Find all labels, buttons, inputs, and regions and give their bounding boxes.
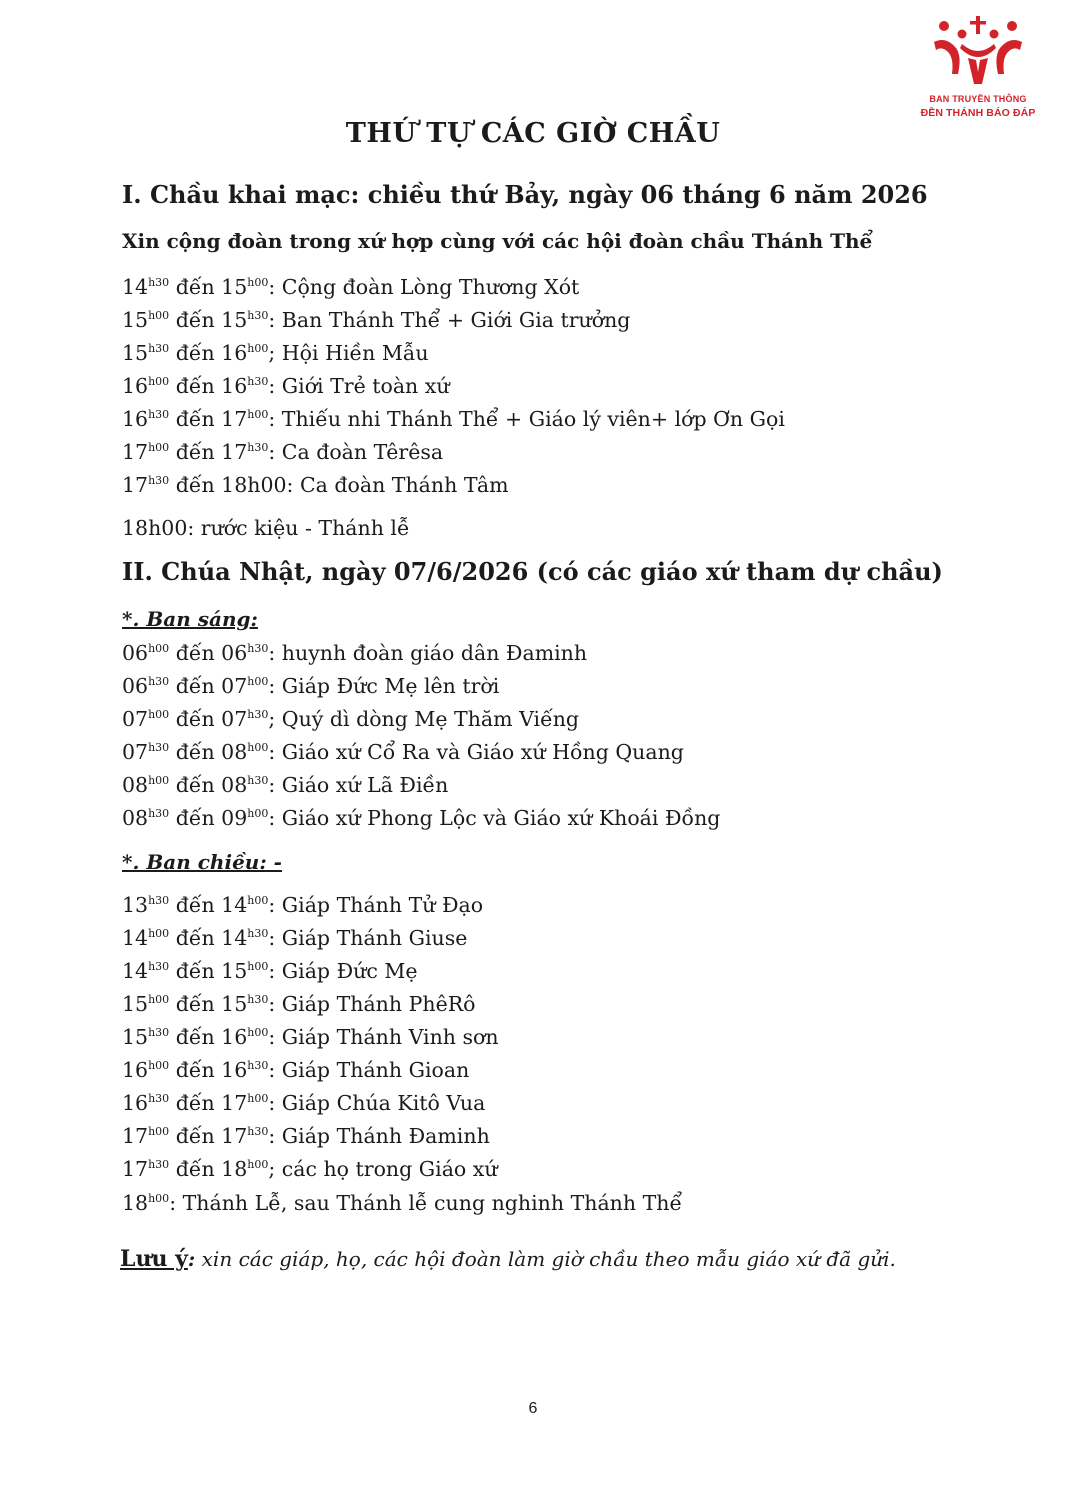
start-minute: h00 [148,927,170,940]
start-hour: 08 [122,806,149,830]
start-minute: h30 [148,675,170,688]
section1-row [122,305,630,335]
end-minute: h00 [247,807,269,820]
start-hour: 08 [122,773,149,797]
start-minute: h30 [148,894,170,907]
end-hour: 16 [221,374,248,398]
row-text: : Giáp Thánh Đaminh [268,1124,490,1148]
end-minute: h30 [247,1059,269,1072]
end-minute: h30 [247,708,269,721]
section1-row [122,338,429,368]
end-minute: h30 [247,1125,269,1138]
end-hour: 15 [221,275,248,299]
separator: đến [169,641,222,665]
separator: đến [169,1157,222,1181]
row-text: : Giáp Thánh PhêRô [268,992,476,1016]
page-number: 6 [528,1400,538,1417]
start-minute: h30 [148,960,170,973]
note-colon: : [187,1247,196,1271]
start-hour: 15 [122,341,149,365]
start-minute: h00 [148,309,170,322]
section1-closing: 18h00: rước kiệu - Thánh lễ [122,516,410,540]
start-hour: 15 [122,1025,149,1049]
afternoon-row [122,890,483,920]
row-text: : Ca đoàn Thánh Tâm [286,473,509,497]
afternoon-row [122,956,417,986]
separator: đến [169,1124,222,1148]
end-minute: h00 [247,894,269,907]
end-hour: 17 [221,1091,248,1115]
row-text: : Giáp Thánh Gioan [268,1058,470,1082]
start-hour: 14 [122,959,149,983]
row-text: : Giáo xứ Phong Lộc và Giáo xứ Khoái Đồng [268,806,721,830]
section2-heading: II. Chúa Nhật, ngày 07/6/2026 (có các giáo xứ tham dự chầu) [122,557,943,586]
row-text: ; các họ trong Giáo xứ [268,1157,498,1181]
end-minute: h30 [247,993,269,1006]
afternoon-row [122,1088,485,1118]
start-minute: h00 [148,441,170,454]
start-minute: h30 [148,1092,170,1105]
morning-row [122,770,448,800]
morning-row [122,671,499,701]
note-text: xin các giáp, họ, các hội đoàn làm giờ chầu theo mẫu giáo xứ đã gửi. [195,1247,896,1271]
start-minute: h30 [148,474,170,487]
start-hour: 16 [122,374,149,398]
start-hour: 18 [122,1191,149,1215]
separator: đến [169,959,222,983]
start-hour: 15 [122,992,149,1016]
row-text: : Thiếu nhi Thánh Thể + Giáo lý viên+ lớp Ơn Gọi [268,407,785,431]
logo-line2: ĐỀN THÁNH BÁO ĐÁP [920,107,1036,119]
separator: đến [169,806,222,830]
start-minute: h30 [148,342,170,355]
end-hour: 08 [221,740,248,764]
end-minute: h00 [247,342,269,355]
start-minute: h00 [148,993,170,1006]
separator: đến [169,1058,222,1082]
row-text: : Giáp Đức Mẹ lên trời [268,674,500,698]
morning-row [122,803,720,833]
row-text: : huynh đoàn giáo dân Đaminh [268,641,588,665]
start-hour: 07 [122,740,149,764]
end-hour: 14 [221,926,248,950]
separator: đến [169,992,222,1016]
afternoon-row [122,1121,490,1151]
section1-row [122,371,450,401]
end-hour: 16 [221,341,248,365]
morning-row [122,737,684,767]
end-minute: h00 [247,960,269,973]
row-text: : Giáp Thánh Vinh sơn [268,1025,499,1049]
separator: đến [169,1025,222,1049]
afternoon-row [122,1154,498,1184]
start-minute: h30 [148,1158,170,1171]
afternoon-row [122,989,476,1019]
end-minute: h00 [247,408,269,421]
end-minute: h00 [247,1026,269,1039]
start-hour: 17 [122,473,149,497]
end-hour: 08 [221,773,248,797]
end-hour: 15 [221,992,248,1016]
start-minute: h30 [148,408,170,421]
page-title: THỨ TỰ CÁC GIỜ CHẦU [345,118,721,149]
start-hour: 16 [122,1058,149,1082]
end-hour: 07 [221,674,248,698]
end-minute: h00 [247,276,269,289]
start-hour: 06 [122,641,149,665]
start-minute: h30 [148,741,170,754]
row-text: ; Hội Hiền Mẫu [268,341,429,365]
start-hour: 06 [122,674,149,698]
start-hour: 14 [122,275,149,299]
row-text: : Giới Trẻ toàn xứ [268,374,450,398]
end-minute: h30 [247,642,269,655]
row-text: : Giáp Chúa Kitô Vua [268,1091,486,1115]
start-minute: h00 [148,642,170,655]
start-hour: 17 [122,1124,149,1148]
logo [918,14,1038,119]
start-hour: 17 [122,440,149,464]
row-text: ; Quý dì dòng Mẹ Thăm Viếng [268,707,580,731]
end-hour: 16 [221,1058,248,1082]
end-hour: 15 [221,308,248,332]
section1-subheading: Xin cộng đoàn trong xứ hợp cùng với các hội đoàn chầu Thánh Thể [122,229,873,253]
end-minute: h30 [247,927,269,940]
start-minute: h30 [148,1026,170,1039]
morning-row [122,638,587,668]
start-minute: h00 [148,1059,170,1072]
separator: đến [169,374,222,398]
start-minute: h00 [148,708,170,721]
separator: đến [169,473,222,497]
separator: đến [169,773,222,797]
row-text: : Giáp Thánh Giuse [268,926,468,950]
end-hour: 17 [221,1124,248,1148]
separator: đến [169,893,222,917]
start-minute: h00 [148,375,170,388]
end-minute: h30 [247,441,269,454]
row-text: : Cộng đoàn Lòng Thương Xót [268,275,580,299]
end-minute: h00 [247,675,269,688]
end-hour: 17 [221,407,248,431]
afternoon-row [122,1055,469,1085]
row-text: : Thánh Lễ, sau Thánh lễ cung nghinh Thánh Thể [169,1191,683,1215]
separator: đến [169,740,222,764]
start-minute: h00 [148,1125,170,1138]
end-minute: h30 [247,309,269,322]
section1-row [122,470,509,500]
end-minute: h00 [247,741,269,754]
start-hour: 13 [122,893,149,917]
section1-row [122,272,579,302]
start-hour: 15 [122,308,149,332]
start-minute: h00 [148,774,170,787]
separator: đến [169,275,222,299]
separator: đến [169,341,222,365]
end-hour: 16 [221,1025,248,1049]
end-hour: 17 [221,440,248,464]
section1-row [122,404,785,434]
end-minute: h30 [247,774,269,787]
separator: đến [169,308,222,332]
logo-emblem-icon [932,14,1024,92]
separator: đến [169,440,222,464]
afternoon-row [122,923,467,953]
start-hour: 14 [122,926,149,950]
start-minute: h30 [148,276,170,289]
row-text: : Ban Thánh Thể + Giới Gia trưởng [268,308,631,332]
end-minute: h30 [247,375,269,388]
end-hour: 09 [221,806,248,830]
start-minute: h00 [148,1192,170,1205]
start-hour: 07 [122,707,149,731]
start-hour: 16 [122,1091,149,1115]
morning-label: *. Ban sáng: [122,607,258,631]
afternoon-row [122,1022,499,1052]
start-minute: h30 [148,807,170,820]
row-text: : Giáp Đức Mẹ [268,959,418,983]
note [120,1246,896,1272]
separator: đến [169,407,222,431]
logo-line1: BAN TRUYỀN THÔNG [929,94,1027,104]
section1-heading: I. Chầu khai mạc: chiều thứ Bảy, ngày 06 tháng 6 năm 2026 [122,180,928,209]
end-hour: 14 [221,893,248,917]
separator: đến [169,1091,222,1115]
end-hour: 07 [221,707,248,731]
separator: đến [169,926,222,950]
row-text: : Ca đoàn Têrêsa [268,440,444,464]
final-row [122,1188,682,1218]
morning-row [122,704,579,734]
end-hour: 06 [221,641,248,665]
end-time: 18h00 [221,473,287,497]
note-label: Lưu ý [120,1246,188,1272]
start-hour: 16 [122,407,149,431]
end-hour: 18 [221,1157,248,1181]
row-text: : Giáo xứ Lã Điền [268,773,449,797]
section1-row [122,437,443,467]
end-minute: h00 [247,1158,269,1171]
row-text: : Giáo xứ Cổ Ra và Giáo xứ Hồng Quang [268,740,684,764]
row-text: : Giáp Thánh Tử Đạo [268,893,484,917]
end-hour: 15 [221,959,248,983]
afternoon-label: *. Ban chiều: - [122,850,282,874]
start-hour: 17 [122,1157,149,1181]
separator: đến [169,674,222,698]
end-minute: h00 [247,1092,269,1105]
separator: đến [169,707,222,731]
